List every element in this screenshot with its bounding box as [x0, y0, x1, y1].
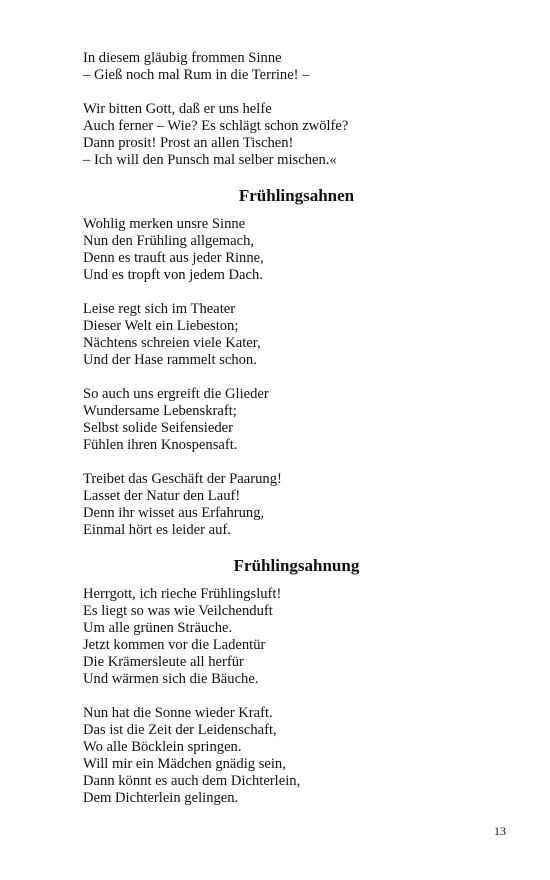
verse-line: Einmal hört es leider auf. — [83, 522, 231, 538]
verse-line: Jetzt kommen vor die Ladentür — [83, 637, 266, 653]
verse-line: – Ich will den Punsch mal selber mischen.« — [83, 152, 337, 168]
stanza — [83, 386, 510, 454]
stanza — [83, 50, 510, 84]
verse-line: Wo alle Böcklein springen. — [83, 739, 242, 755]
verse-line: Es liegt so was wie Veilchenduft — [83, 603, 273, 619]
verse-line: Dem Dichterlein gelingen. — [83, 790, 239, 806]
verse-line: Wohlig merken unsre Sinne — [83, 216, 246, 232]
verse-line: Nächtens schreien viele Kater, — [83, 335, 261, 351]
stanza — [83, 705, 510, 807]
verse-line: Das ist die Zeit der Leidenschaft, — [83, 722, 277, 738]
verse-line: Denn ihr wisset aus Erfahrung, — [83, 505, 265, 521]
stanza — [83, 301, 510, 369]
verse-line: Wir bitten Gott, daß er uns helfe — [83, 101, 272, 117]
page-number: 13 — [494, 824, 506, 838]
verse-line: Fühlen ihren Knospensaft. — [83, 437, 238, 453]
verse-line: So auch uns ergreift die Glieder — [83, 386, 269, 402]
verse-line: Dann könnt es auch dem Dichterlein, — [83, 773, 301, 789]
verse-line: Denn es trauft aus jeder Rinne, — [83, 250, 264, 266]
stanza — [83, 101, 510, 169]
poem-fruehlingsahnen — [83, 186, 510, 539]
verse-line: Leise regt sich im Theater — [83, 301, 236, 317]
verse-line: – Gieß noch mal Rum in die Terrine! – — [83, 67, 310, 83]
verse-line: Wundersame Lebenskraft; — [83, 403, 237, 419]
verse-line: Dieser Welt ein Liebeston; — [83, 318, 239, 334]
verse-line: Nun den Frühling allgemach, — [83, 233, 255, 249]
verse-line: Und es tropft von jedem Dach. — [83, 267, 263, 283]
poem-title: Frühlingsahnung — [233, 556, 360, 575]
stanza — [83, 471, 510, 539]
verse-line: In diesem gläubig frommen Sinne — [83, 50, 282, 66]
verse-line: Will mir ein Mädchen gnädig sein, — [83, 756, 286, 772]
verse-line: Nun hat die Sonne wieder Kraft. — [83, 705, 273, 721]
verse-line: Um alle grünen Sträuche. — [83, 620, 233, 636]
poem-fruehlingsahnung — [83, 556, 510, 807]
poem-continuation — [83, 50, 510, 169]
stanza — [83, 216, 510, 284]
verse-line: Die Krämersleute all herfür — [83, 654, 244, 670]
verse-line: Treibet das Geschäft der Paarung! — [83, 471, 282, 487]
verse-line: Auch ferner – Wie? Es schlägt schon zwölfe? — [83, 118, 349, 134]
verse-line: Dann prosit! Prost an allen Tischen! — [83, 135, 294, 151]
verse-line: Lasset der Natur den Lauf! — [83, 488, 241, 504]
stanza — [83, 586, 510, 688]
verse-line: Und wärmen sich die Bäuche. — [83, 671, 259, 687]
verse-line: Selbst solide Seifensieder — [83, 420, 233, 436]
verse-line: Und der Hase rammelt schon. — [83, 352, 257, 368]
poem-title: Frühlingsahnen — [238, 186, 355, 205]
verse-line: Herrgott, ich rieche Frühlingsluft! — [83, 586, 282, 602]
